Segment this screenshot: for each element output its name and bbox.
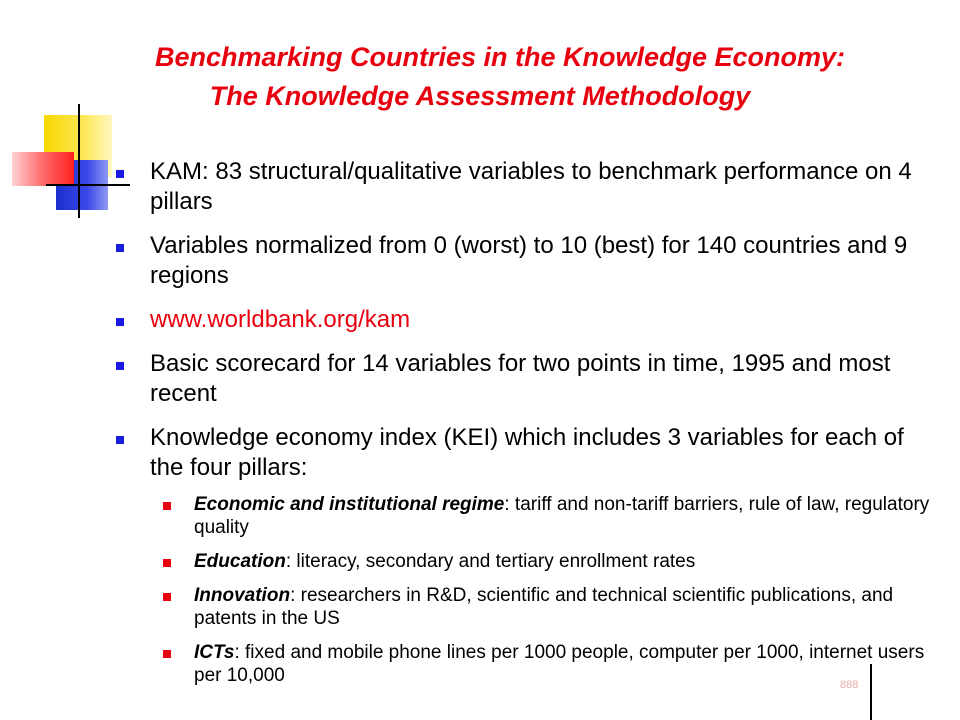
sub-bullet-item	[0, 641, 940, 687]
bullet-list	[0, 157, 960, 701]
sub-bullet-square-icon	[163, 650, 171, 658]
bullet-square-icon	[116, 362, 124, 370]
bullet-item	[0, 423, 960, 687]
bullet-square-icon	[116, 436, 124, 444]
worldbank-kam-link[interactable]: www.worldbank.org/kam	[150, 306, 411, 333]
bullet-square-icon	[116, 318, 124, 326]
sub-bullet-term: ICTs	[194, 642, 235, 663]
sub-bullet-square-icon	[163, 502, 171, 510]
bullet-square-icon	[116, 244, 124, 252]
bullet-text: Basic scorecard for 14 variables for two points in time, 1995 and most recent	[150, 350, 891, 407]
sub-bullet-term: Economic and institutional regime	[194, 494, 505, 515]
bullet-item	[0, 305, 960, 335]
sub-bullet-square-icon	[163, 559, 171, 567]
sub-bullet-text: : fixed and mobile phone lines per 1000 people, computer per 1000, internet users per 10,000	[194, 642, 925, 686]
sub-bullet-square-icon	[163, 593, 171, 601]
sub-bullet-item	[0, 550, 940, 573]
title-line-2: The Knowledge Assessment Methodology	[209, 81, 751, 111]
page-number: 888	[840, 679, 859, 691]
sub-bullet-term: Education	[194, 551, 286, 572]
title-line-1: Benchmarking Countries in the Knowledge Economy:	[154, 42, 846, 72]
bullet-text: Variables normalized from 0 (worst) to 10 (best) for 140 countries and 9 regions	[150, 232, 908, 289]
sub-bullet-text: : literacy, secondary and tertiary enrollment rates	[285, 551, 696, 572]
bullet-text: KAM: 83 structural/qualitative variables to benchmark performance on 4 pillars	[150, 158, 912, 215]
sub-bullet-list	[150, 493, 940, 687]
bullet-text: Knowledge economy index (KEI) which includes 3 variables for each of the four pillars:	[150, 424, 904, 481]
bullet-item	[0, 349, 960, 409]
slide-title	[0, 38, 960, 116]
bullet-item	[0, 157, 960, 217]
bullet-item	[0, 231, 960, 291]
sub-bullet-item	[0, 584, 940, 630]
sub-bullet-text: : researchers in R&D, scientific and technical scientific publications, and patents in the US	[194, 585, 894, 629]
sub-bullet-item	[0, 493, 940, 539]
decorative-corner-line	[870, 664, 892, 720]
sub-bullet-term: Innovation	[194, 585, 291, 606]
bullet-square-icon	[116, 170, 124, 178]
sub-bullet-text: : tariff and non-tariff barriers, rule of law, regulatory quality	[194, 494, 930, 538]
